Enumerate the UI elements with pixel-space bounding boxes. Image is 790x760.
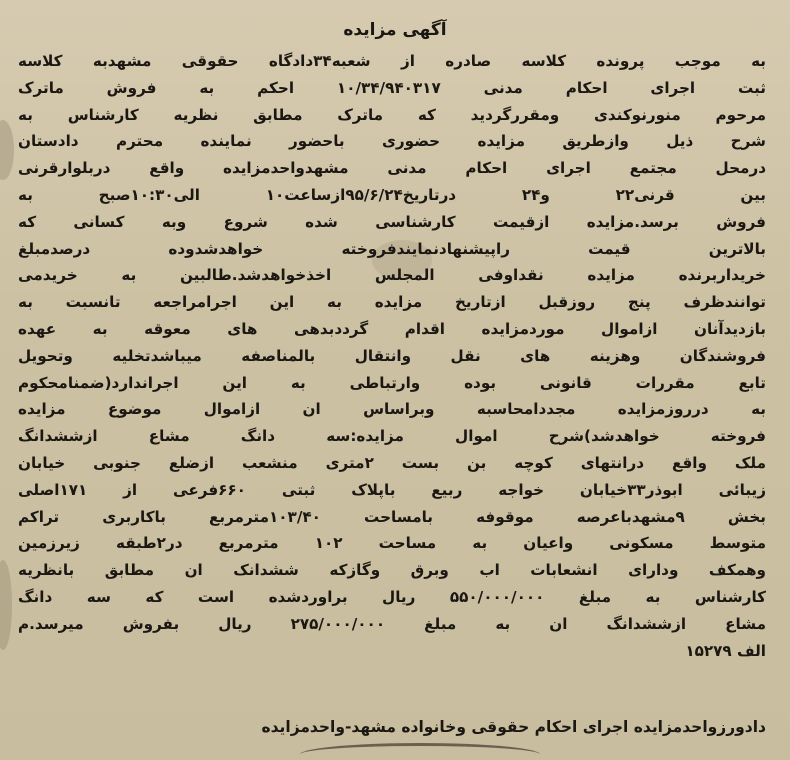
notice-line: شرح ذیل وازطریق مزایده حضوری باحضور نماینده محترم دادستان: [18, 132, 766, 151]
notice-line: بین قرنی۲۲ و۲۴ درتاریخ۹۵/۶/۲۴ازساعت۱۰ الی۱۰:۳۰صبح به: [18, 185, 766, 204]
stain: [0, 120, 14, 180]
notice-line: فروش برسد.مزایده ازقیمت کارشناسی شده شروع وبه کسانی که: [18, 212, 766, 231]
notice-line: فروشندگان وهزینه های نقل وانتقال بالمناصفه میباشدتخلیه وتحویل: [18, 346, 766, 365]
notice-line: مشاع ازششدانگ ان به مبلغ ۲۷۵/۰۰۰/۰۰۰ ریال بفروش میرسد.م: [18, 614, 766, 633]
notice-title: آگهی مزایده: [343, 20, 447, 40]
notice-body: [18, 48, 766, 664]
notice-line: فروخته خواهدشد)شرح اموال مزایده:سه دانگ مشاع ازششدانگ: [18, 427, 766, 446]
notice-line: تابع مقررات قانونی بوده وارتباطی به این اجراندارد(ضمنامحکوم: [18, 373, 766, 392]
notice-line: بازدیدآنان ازاموال موردمزایده اقدام گرددبدهی های معوقه به عهده: [18, 319, 766, 338]
notice-line: ملک واقع درانتهای کوچه بن بست ۲متری منشعب ازضلع جنوبی خیابان: [18, 453, 766, 472]
notice-line: توانندظرف پنج روزقبل ازتاریخ مزایده به این اجرامراجعه تانسبت به: [18, 293, 766, 312]
notice-line: متوسط مسکونی واعیان به مساحت ۱۰۲ مترمربع در۲طبقه زیرزمین: [18, 534, 766, 553]
stain: [0, 560, 12, 650]
notice-reference: الف ۱۵۲۷۹: [685, 641, 766, 660]
notice-line: ثبت اجرای احکام مدنی ۱۰/۳۴/۹۴۰۳۱۷ احکم به فروش ماترک: [18, 78, 766, 97]
notice-line: درمحل مجتمع اجرای احکام مدنی مشهدواحدمزایده واقع دربلوارقرنی: [18, 159, 766, 178]
notice-line: کارشناس به مبلغ ۵۵۰/۰۰۰/۰۰۰ ریال براوردشده است که سه دانگ: [18, 587, 766, 606]
notice-line: خریداربرنده مزایده نقداوفی المجلس اخذخواهدشد.طالبین به خریدمی: [18, 266, 766, 285]
notice-line: بالاترین قیمت راپیشنهادنمایندفروخته خواهدشدوده درصدمبلغ: [18, 239, 766, 258]
torn-edge: [300, 743, 540, 760]
notice-line: وهمکف ودارای انشعابات اب وبرق وگازکه ششدانک ان مطابق بانظریه: [18, 561, 766, 580]
notice-line: مرحوم منورنوکندی ومقررگردید که ماترک مطابق نظریه کارشناس به: [18, 105, 766, 124]
notice-line: بخش ۹مشهدباعرصه موقوفه بامساحت ۱۰۳/۴۰مترمربع باکاربری تراکم: [18, 507, 766, 526]
notice-line: به درروزمزایده مجددامحاسبه وبراساس ان ازاموال موضوع مزایده: [18, 400, 766, 419]
notice-line: به موجب پرونده کلاسه صادره از شعبه۳۴دادگاه حقوقی مشهدبه کلاسه: [18, 52, 766, 70]
notice-signature: دادورزواحدمزایده اجرای احکام حقوقی وخانواده مشهد-واحدمزایده: [261, 718, 766, 736]
notice-line: زیبائی ابوذر۳۳خیابان خواجه ربیع باپلاک ثبتی ۶۶۰فرعی از ۱۷۱اصلی: [18, 480, 766, 499]
